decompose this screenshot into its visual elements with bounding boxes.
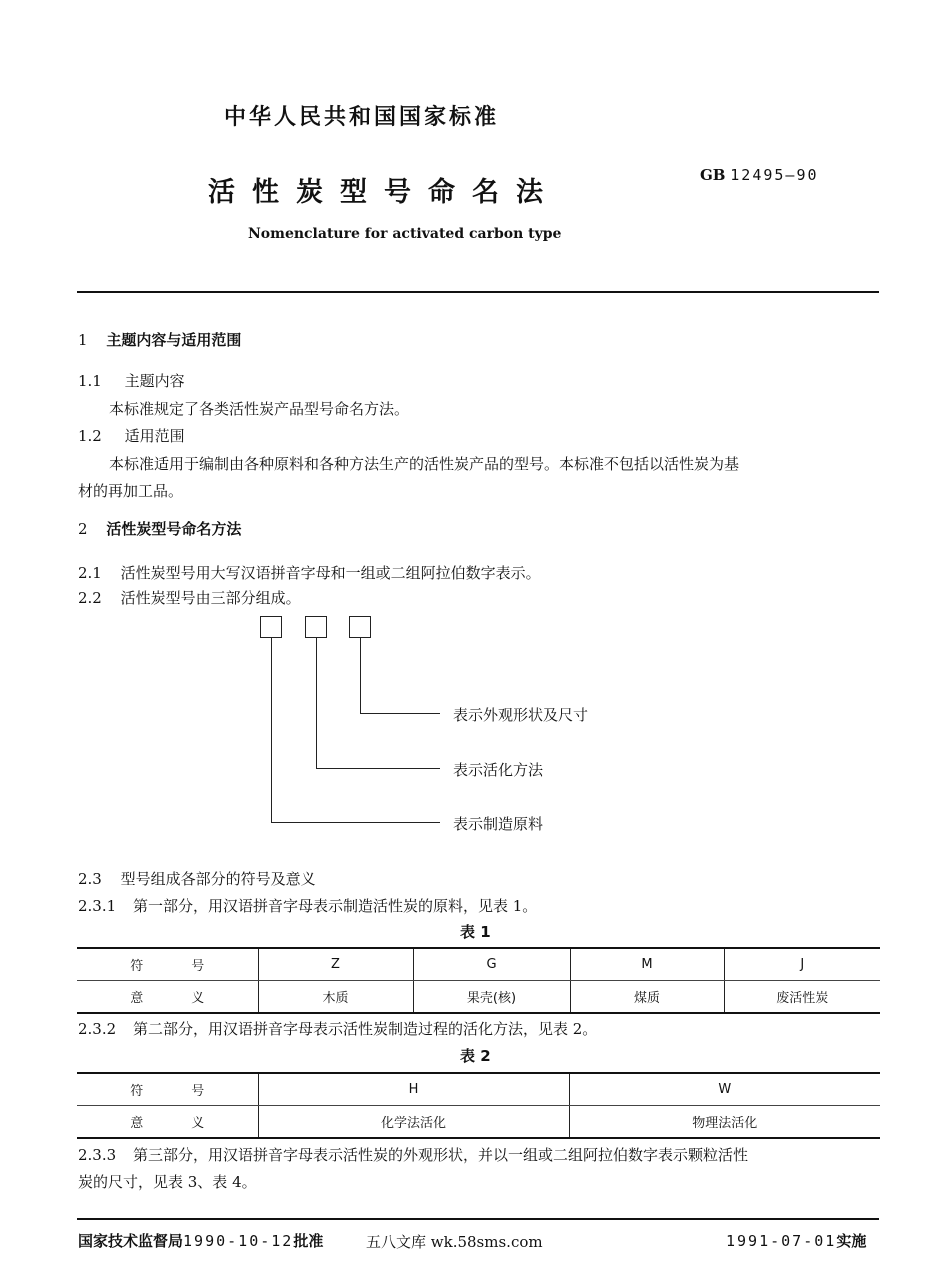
section-1-1-heading — [78, 370, 185, 391]
table-cell: 废活性炭 — [724, 981, 880, 1014]
org-title: 中华人民共和国国家标准 — [224, 105, 500, 130]
part-1-box — [260, 616, 282, 638]
section-2-3-1 — [78, 895, 537, 916]
section-2-3-3-line1 — [78, 1144, 748, 1165]
table-2-caption: 表 2 — [460, 1047, 491, 1065]
std-number: 12495—90 — [730, 166, 819, 184]
section-number: 1.2 — [78, 427, 102, 445]
table-1-caption: 表 1 — [460, 923, 491, 941]
table-cell: 化学法活化 — [258, 1106, 569, 1139]
table-cell: W — [569, 1073, 880, 1106]
section-text: 活性炭型号由三部分组成。 — [120, 589, 301, 607]
english-title: Nomenclature for activated carbon type — [248, 226, 562, 242]
table-cell: H — [258, 1073, 569, 1106]
table-row — [77, 981, 880, 1014]
section-2-3-3-line2: 炭的尺寸，见表 3、表 4。 — [78, 1173, 257, 1191]
part-3-box — [349, 616, 371, 638]
table-2 — [77, 1072, 880, 1139]
row-header-meaning: 意义 — [77, 981, 258, 1014]
table-row — [77, 1073, 880, 1106]
row-header-meaning: 意义 — [77, 1106, 258, 1139]
section-2-heading — [78, 518, 241, 539]
section-number: 2.1 — [78, 564, 102, 582]
section-number: 2.3.2 — [78, 1020, 117, 1038]
connector-line — [360, 713, 440, 714]
doc-title: 活性炭型号命名法 — [208, 177, 560, 208]
section-number: 2 — [78, 520, 88, 538]
connector-line — [271, 822, 440, 823]
section-number: 1 — [78, 331, 88, 349]
section-text: 第一部分，用汉语拼音字母表示制造活性炭的原料，见表 1。 — [132, 897, 538, 915]
section-number: 1.1 — [78, 372, 102, 390]
table-cell: 果壳(核) — [413, 981, 570, 1014]
std-code — [700, 166, 819, 184]
approval-date: 1990-10-12 — [183, 1232, 294, 1250]
row-header-symbol: 符号 — [77, 948, 258, 981]
table-row — [77, 948, 880, 981]
section-1-1-body: 本标准规定了各类活性炭产品型号命名方法。 — [109, 400, 410, 418]
part-2-box — [305, 616, 327, 638]
section-text: 第三部分，用汉语拼音字母表示活性炭的外观形状，并以一组或二组阿拉伯数字表示颗粒活性 — [132, 1146, 748, 1164]
std-prefix: GB — [700, 166, 726, 184]
header-rule — [77, 291, 879, 293]
section-2-1 — [78, 562, 541, 583]
connector-line — [271, 638, 272, 822]
section-1-2-body-line1: 本标准适用于编制由各种原料和各种方法生产的活性炭产品的型号。本标准不包括以活性炭为基 — [109, 455, 740, 473]
section-1-heading — [78, 329, 241, 350]
section-title: 主题内容与适用范围 — [106, 331, 242, 349]
table-cell: 木质 — [258, 981, 413, 1014]
section-2-3-2 — [78, 1018, 597, 1039]
label-material: 表示制造原料 — [453, 815, 544, 833]
table-cell: G — [413, 948, 570, 981]
connector-line — [316, 768, 440, 769]
impl-suffix: 实施 — [836, 1232, 867, 1250]
table-cell: 物理法活化 — [569, 1106, 880, 1139]
watermark-text: 五八文库 wk.58sms.com — [366, 1233, 543, 1251]
table-cell: 煤质 — [570, 981, 724, 1014]
label-shape: 表示外观形状及尺寸 — [453, 706, 589, 724]
table-row — [77, 1106, 880, 1139]
table-cell: Z — [258, 948, 413, 981]
footer-approval — [78, 1230, 323, 1251]
section-title: 活性炭型号命名方法 — [106, 520, 242, 538]
section-number: 2.3.3 — [78, 1146, 117, 1164]
section-number: 2.3 — [78, 870, 102, 888]
approval-suffix: 批准 — [293, 1232, 324, 1250]
table-cell: M — [570, 948, 724, 981]
section-text: 第二部分，用汉语拼音字母表示活性炭制造过程的活化方法，见表 2。 — [132, 1020, 598, 1038]
section-title: 适用范围 — [124, 427, 185, 445]
footer-rule — [77, 1218, 879, 1220]
table-1 — [77, 947, 880, 1014]
section-1-2-body-line2: 材的再加工品。 — [78, 482, 184, 500]
section-2-3 — [78, 868, 316, 889]
approval-org: 国家技术监督局 — [78, 1232, 184, 1250]
section-2-2 — [78, 587, 301, 608]
label-activation: 表示活化方法 — [453, 761, 544, 779]
impl-date: 1991-07-01 — [726, 1232, 837, 1250]
row-header-symbol: 符号 — [77, 1073, 258, 1106]
section-text: 型号组成各部分的符号及意义 — [120, 870, 316, 888]
section-title: 主题内容 — [124, 372, 185, 390]
connector-line — [316, 638, 317, 768]
table-cell: J — [724, 948, 880, 981]
section-1-2-heading — [78, 425, 185, 446]
section-number: 2.3.1 — [78, 897, 117, 915]
footer-implementation — [726, 1230, 866, 1251]
section-text: 活性炭型号用大写汉语拼音字母和一组或二组阿拉伯数字表示。 — [120, 564, 541, 582]
connector-line — [360, 638, 361, 713]
section-number: 2.2 — [78, 589, 102, 607]
